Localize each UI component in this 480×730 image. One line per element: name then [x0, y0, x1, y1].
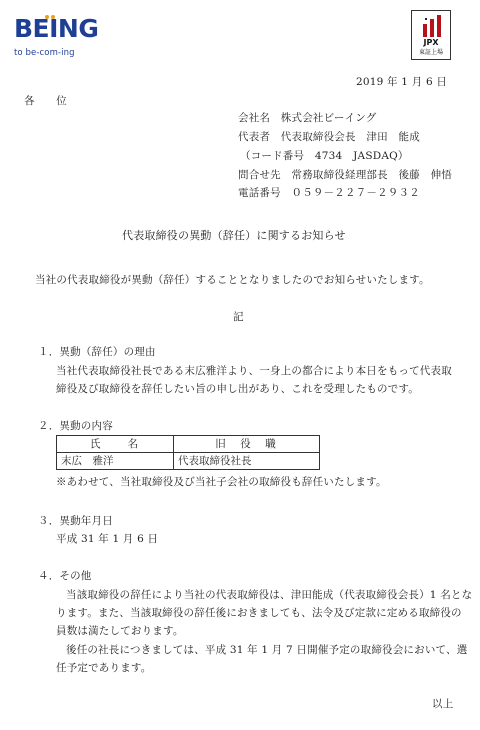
section4-heading: ４．その他 [38, 570, 92, 582]
section1-line: 当社代表取締役社長である末広雅洋より、一身上の都合により本日をもって代表取 [56, 365, 452, 377]
section4-line: ります。また、当該取締役の辞任後におきましても、法令及び定款に定める取締役の [56, 607, 462, 619]
exchange-listing: 東証上場 [418, 49, 443, 56]
sender-company: 会社名 株式会社ビーイング [238, 112, 377, 124]
logo-wordmark: BEING [14, 14, 99, 43]
section3-heading: ３．異動年月日 [38, 515, 113, 527]
table-header-row [57, 436, 320, 453]
document-date: 2019 年 1 月 6 日 [356, 76, 448, 88]
section1-line: 締役及び取締役を辞任したい旨の申し出があり、これを受理したものです。 [56, 383, 419, 395]
table-header-name: 氏 名 [57, 436, 174, 453]
sender-code: （コード番号 4734 JASDAQ） [240, 150, 409, 162]
section4-line: 員数は満たしております。 [56, 625, 184, 637]
sender-representative: 代表者 代表取締役会長 津田 能成 [238, 131, 420, 143]
table-cell-name: 末広 雅洋 [57, 453, 174, 470]
company-logo [14, 14, 110, 66]
table-row [57, 453, 320, 470]
exchange-name: JPX [423, 38, 439, 47]
section3-date: 平成 31 年 1 月 6 日 [56, 533, 159, 545]
section4-line: 当該取締役の辞任により当社の代表取締役は、津田能成（代表取締役会長）1 名とな [66, 589, 473, 601]
logo-tagline: to be-com-ing [14, 48, 75, 58]
change-table [56, 435, 320, 470]
section4-line: 任予定であります。 [56, 662, 152, 674]
section4-line: 後任の社長につきましては、平成 31 年 1 月 7 日開催予定の取締役会において、選 [66, 644, 468, 656]
sender-contact: 問合せ先 常務取締役経理部長 後藤 伸悟 [238, 169, 452, 181]
section2-heading: ２．異動の内容 [38, 420, 113, 432]
closing-mark: 以上 [432, 698, 454, 710]
jpx-mark-icon [419, 14, 445, 38]
addressee: 各 位 [24, 95, 67, 107]
sender-phone: 電話番号 ０５９－２２７－２９３２ [238, 187, 420, 199]
section1-heading: １．異動（辞任）の理由 [38, 346, 156, 358]
section2-note: ※あわせて、当社取締役及び当社子会社の取締役も辞任いたします。 [56, 476, 387, 488]
intro-text: 当社の代表取締役が異動（辞任）することとなりましたのでお知らせいたします。 [35, 274, 430, 286]
table-cell-position: 代表取締役社長 [174, 453, 320, 470]
table-header-position: 旧 役 職 [174, 436, 320, 453]
ki-label: 記 [233, 311, 244, 323]
notice-title: 代表取締役の異動（辞任）に関するお知らせ [122, 229, 346, 242]
exchange-badge [411, 10, 451, 60]
